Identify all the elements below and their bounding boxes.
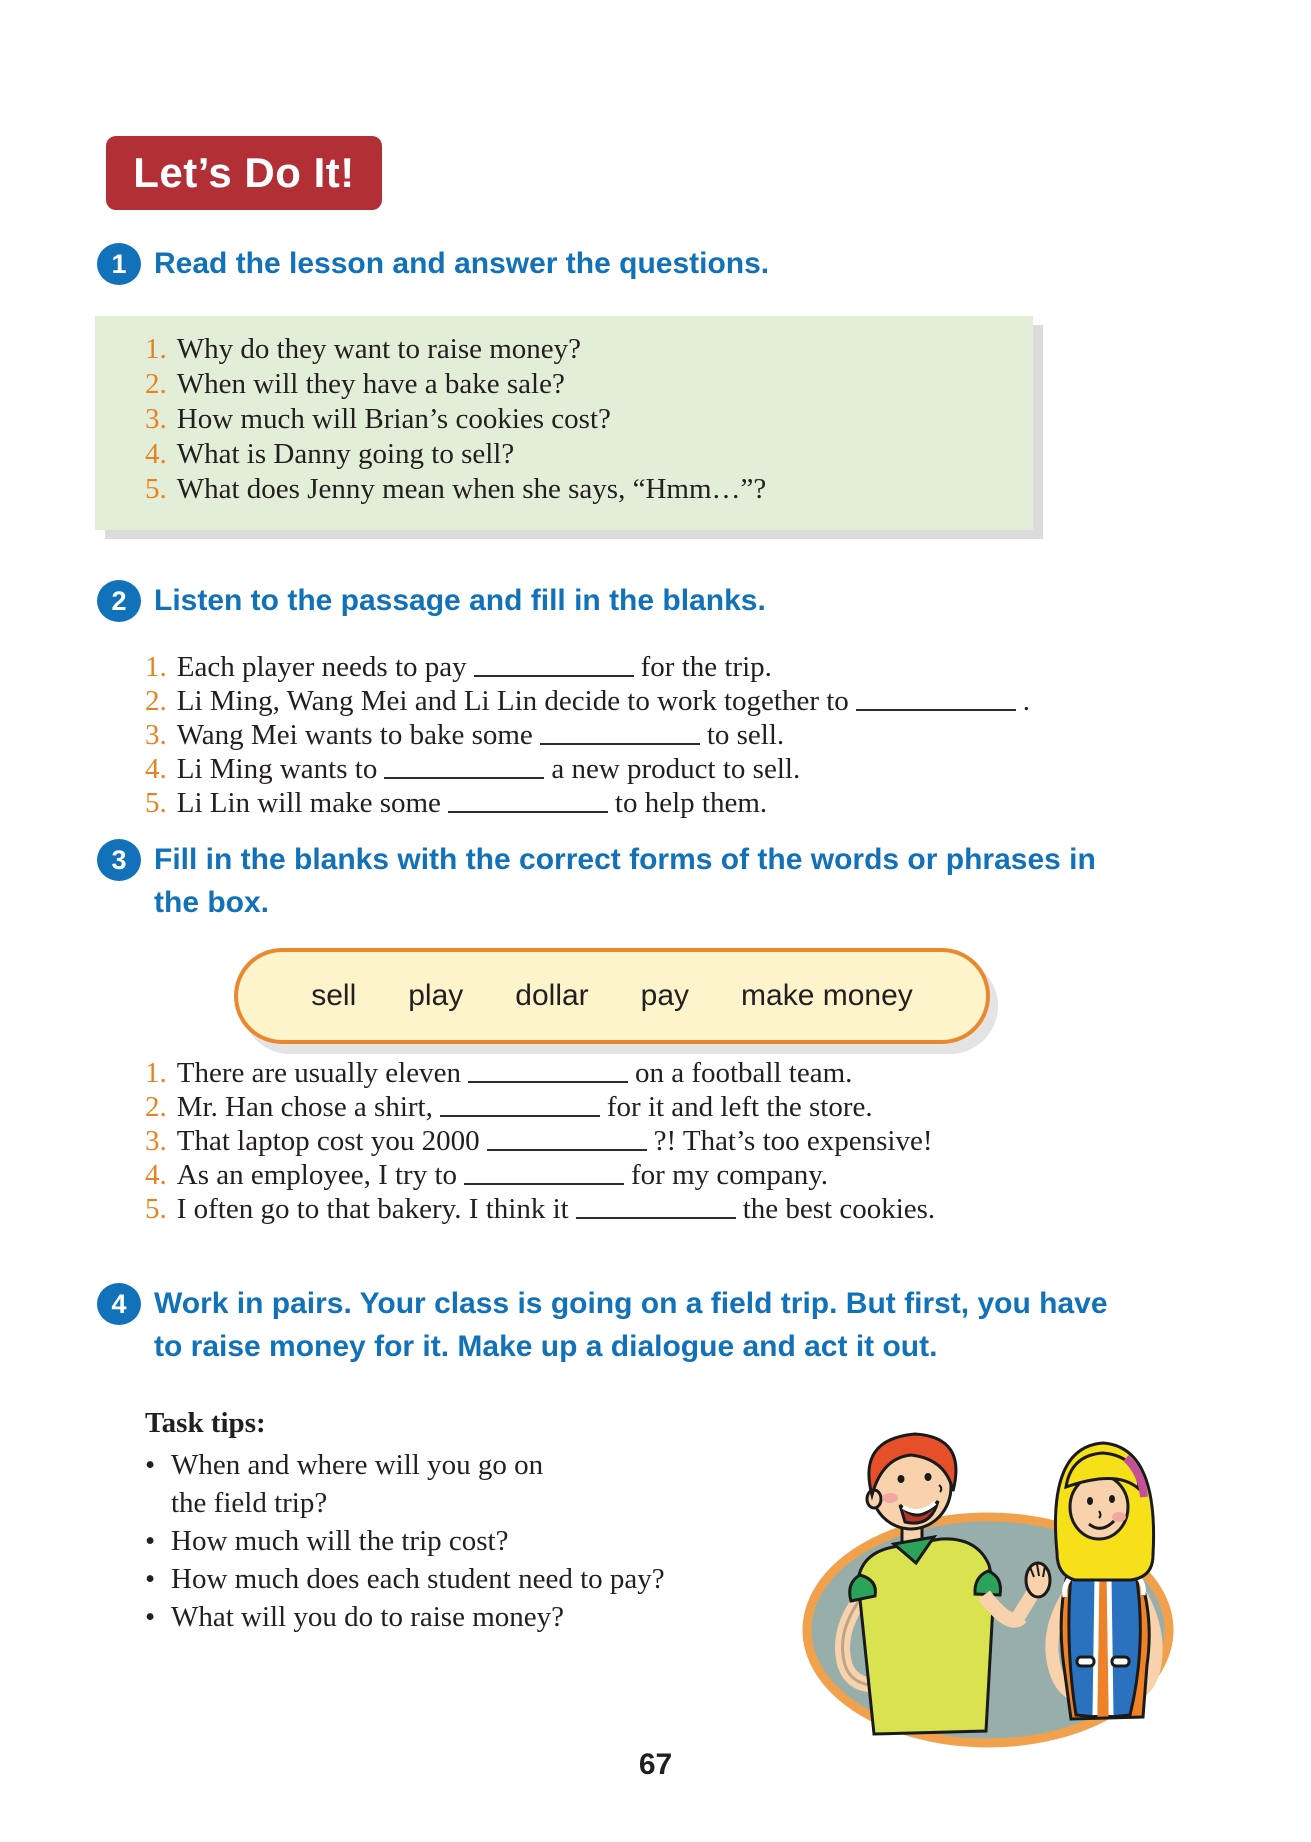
item-text-pre: There are usually eleven (176, 1057, 461, 1089)
fill-blank (448, 809, 608, 813)
fill-blank (856, 707, 1016, 711)
item-number: 1. (145, 1057, 167, 1089)
bullet-marker (145, 1484, 171, 1522)
fill-item (145, 1056, 1235, 1090)
item-text-post: on a football team. (634, 1057, 853, 1089)
word-bank-box (234, 948, 990, 1044)
fill-blank (576, 1215, 736, 1219)
question-number: 3. (145, 403, 167, 435)
item-number: 2. (145, 685, 167, 717)
question-item (145, 332, 1033, 367)
word-bank-word: play (408, 979, 464, 1012)
word-bank-word: sell (311, 979, 357, 1012)
item-text-post: the best cookies. (742, 1193, 936, 1225)
item-text-pre: That laptop cost you 2000 (176, 1125, 480, 1157)
item-text-post: to help them. (614, 787, 768, 819)
page-number: 67 (638, 1748, 673, 1781)
item-text-post: ?! That’s too expensive! (653, 1125, 933, 1157)
section4-header (97, 1283, 1108, 1369)
tip-text: When and where will you go on (171, 1449, 544, 1481)
question-item (145, 402, 1033, 437)
fill-blank (474, 673, 634, 677)
banner-label: Let’s Do It! (133, 149, 355, 196)
word-bank-word: make money (741, 979, 913, 1012)
item-text-post: a new product to sell. (551, 753, 801, 785)
item-text-post: for my company. (631, 1159, 829, 1191)
pair-talk-illustration (695, 1425, 1175, 1755)
section3-header (97, 839, 1096, 925)
question-number: 1. (145, 333, 167, 365)
section3-number-badge: 3 (97, 839, 141, 881)
fill-item (145, 718, 1235, 752)
word-bank-word: pay (640, 979, 690, 1012)
section3-title-line2: the box. (154, 886, 270, 919)
item-text-pre: Each player needs to pay (176, 651, 467, 683)
section2-number-badge: 2 (97, 580, 141, 622)
tip-row (145, 1446, 705, 1484)
fill-item (145, 1124, 1235, 1158)
tip-row (145, 1522, 705, 1560)
tip-row (145, 1598, 705, 1636)
section3-title (154, 839, 1096, 925)
question-number: 4. (145, 438, 167, 470)
item-number: 3. (145, 1125, 167, 1157)
item-number: 4. (145, 753, 167, 785)
tip-text: What will you do to raise money? (171, 1601, 565, 1633)
section1-number-badge: 1 (97, 243, 141, 285)
tip-text: the field trip? (171, 1487, 328, 1519)
item-text-pre: As an employee, I try to (176, 1159, 458, 1191)
item-text-pre: Li Lin will make some (176, 787, 441, 819)
bullet-marker: • (145, 1601, 156, 1633)
item-number: 5. (145, 787, 167, 819)
section4-title (154, 1283, 1108, 1369)
tip-text: How much does each student need to pay? (171, 1563, 665, 1595)
fill-blank (487, 1147, 647, 1151)
section3-items (145, 1056, 1235, 1226)
question-number: 5. (145, 473, 167, 505)
section4-title-line2: to raise money for it. Make up a dialogue and act it out. (154, 1330, 938, 1363)
fill-item (145, 1192, 1235, 1226)
item-text-pre: Mr. Han chose a shirt, (176, 1091, 433, 1123)
question-number: 2. (145, 368, 167, 400)
item-number: 4. (145, 1159, 167, 1191)
item-number: 5. (145, 1193, 167, 1225)
tip-row (145, 1560, 705, 1598)
task-tips-heading: Task tips: (145, 1407, 266, 1439)
section1-header (97, 243, 769, 285)
section1-title: Read the lesson and answer the questions. (154, 247, 770, 280)
item-number: 2. (145, 1091, 167, 1123)
section3-title-line1: Fill in the blanks with the correct forms of the words or phrases in (154, 843, 1096, 876)
tip-text: How much will the trip cost? (171, 1525, 509, 1557)
item-text-pre: Li Ming wants to (176, 753, 378, 785)
bullet-marker: • (145, 1449, 156, 1481)
fill-item (145, 684, 1235, 718)
fill-item (145, 1090, 1235, 1124)
item-text-pre: I often go to that bakery. I think it (176, 1193, 569, 1225)
item-text-post: to sell. (706, 719, 785, 751)
section2-title: Listen to the passage and fill in the blanks. (154, 584, 766, 617)
girl-figure (1052, 1443, 1156, 1719)
fill-item (145, 752, 1235, 786)
item-text-pre: Li Ming, Wang Mei and Li Lin decide to work together to (176, 685, 849, 717)
lets-do-it-banner (106, 136, 382, 210)
question-text: What is Danny going to sell? (176, 438, 515, 470)
question-text: What does Jenny mean when she says, “Hmm…”? (176, 473, 767, 505)
fill-blank (384, 775, 544, 779)
fill-item (145, 1158, 1235, 1192)
bullet-marker: • (145, 1525, 156, 1557)
fill-blank (468, 1079, 628, 1083)
item-text-pre: Wang Mei wants to bake some (176, 719, 533, 751)
item-number: 1. (145, 651, 167, 683)
item-text-post: for it and left the store. (606, 1091, 873, 1123)
item-number: 3. (145, 719, 167, 751)
bullet-marker: • (145, 1563, 156, 1595)
fill-blank (440, 1113, 600, 1117)
question-item (145, 437, 1033, 472)
task-tips-list (145, 1446, 705, 1636)
word-bank-word: dollar (515, 979, 589, 1012)
fill-item (145, 650, 1235, 684)
question-item (145, 367, 1033, 402)
fill-blank (540, 741, 700, 745)
fill-blank (464, 1181, 624, 1185)
question-text: When will they have a bake sale? (176, 368, 565, 400)
fill-item (145, 786, 1235, 820)
questions-panel (95, 316, 1033, 530)
section2-header (97, 580, 766, 622)
section2-items (145, 650, 1235, 820)
item-text-post: . (1022, 685, 1031, 717)
item-text-post: for the trip. (640, 651, 772, 683)
question-text: Why do they want to raise money? (176, 333, 582, 365)
question-text: How much will Brian’s cookies cost? (176, 403, 611, 435)
section4-title-line1: Work in pairs. Your class is going on a field trip. But first, you have (154, 1287, 1108, 1320)
section4-number-badge: 4 (97, 1283, 141, 1325)
question-item (145, 472, 1033, 507)
tip-row (145, 1484, 705, 1522)
